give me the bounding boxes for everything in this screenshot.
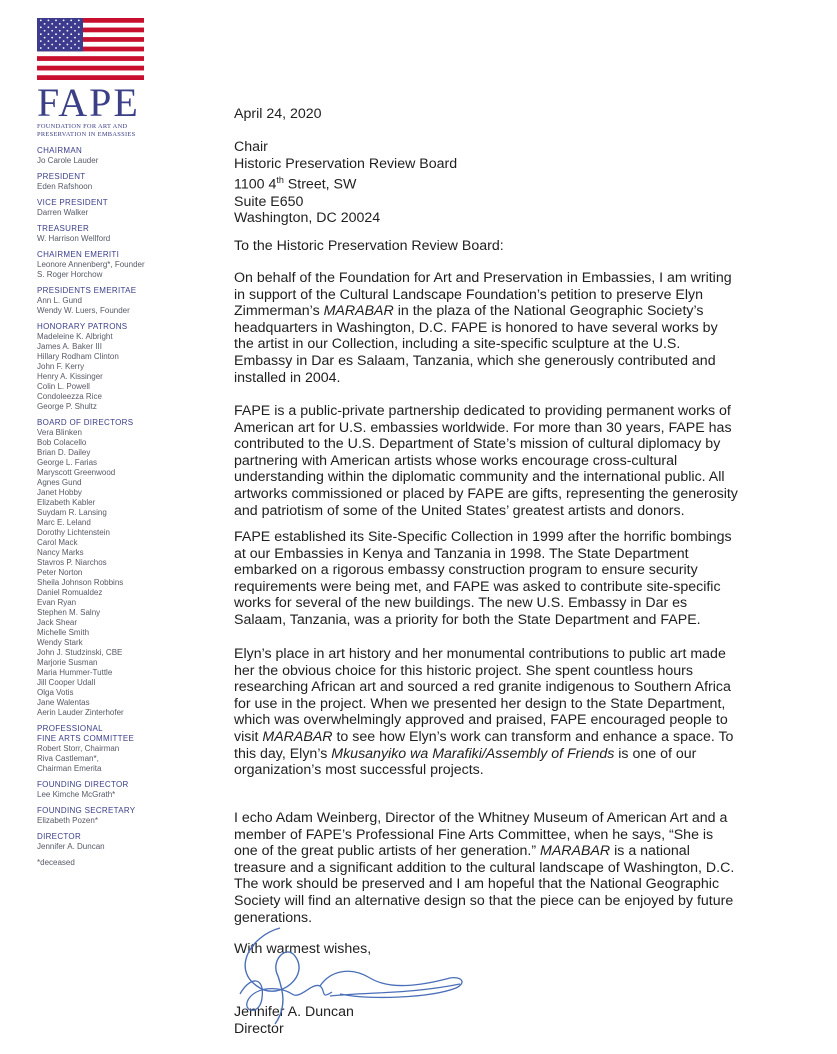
roster-member-name: Vera Blinken	[37, 428, 82, 437]
paragraph-line: installed in 2004.	[234, 369, 341, 386]
paragraph-1	[234, 270, 809, 386]
roster-member-name: Elizabeth Kabler	[37, 498, 96, 507]
paragraph-line: headquarters in Washington, D.C. FAPE is honored to have several works by	[234, 319, 718, 336]
roster-member-name: Aerin Lauder Zinterhofer	[37, 708, 124, 717]
paragraph-line: works for several of the new buildings. The new U.S. Embassy in Dar es	[234, 595, 688, 612]
paragraph-line: On behalf of the Foundation for Art and Preservation in Embassies, I am writing	[234, 270, 732, 286]
roster-group-title: BOARD OF DIRECTORS	[37, 418, 134, 427]
paragraph-line: one of the great public artists of her generation.” MARABAR is a national	[234, 843, 690, 860]
roster-member-name: Evan Ryan	[37, 598, 77, 607]
roster-member-name: Janet Hobby	[37, 488, 82, 497]
paragraph-line: researching African art and sourced a red granite indigenous to Southern Africa	[234, 679, 731, 696]
roster-member-name: Madeleine K. Albright	[37, 332, 113, 341]
paragraph-line: and patriotism of some of the United States’ greatest artists and donors.	[234, 502, 685, 519]
roster-member-name: John J. Studzinski, CBE	[37, 648, 123, 657]
paragraph-line: Embassy in Dar es Salaam, Tanzania, which she generously contributed and	[234, 352, 716, 369]
roster-group	[37, 250, 222, 280]
us-flag-logo	[37, 18, 144, 80]
roster-member-name: Jennifer A. Duncan	[37, 842, 105, 851]
roster-group	[37, 198, 222, 218]
roster-group	[37, 724, 222, 774]
paragraph-line: organization’s most successful projects.	[234, 762, 484, 779]
roster-member-name: S. Roger Horchow	[37, 270, 103, 279]
roster-member-name: Bob Colacello	[37, 438, 87, 447]
roster-member-name: Dorothy Lichtenstein	[37, 528, 110, 537]
paragraph-line: at our Embassies in Kenya and Tanzania in 1998. The State Department	[234, 545, 689, 562]
paragraph-line: I echo Adam Weinberg, Director of the Whitney Museum of American Art and a	[234, 810, 728, 826]
paragraph-line: visit MARABAR to see how Elyn’s work can transform and enhance a space. To	[234, 728, 734, 745]
roster-member-name: Peter Norton	[37, 568, 83, 577]
paragraph-line: Salaam, Tanzania, was a priority for both the State Department and FAPE.	[234, 611, 701, 628]
paragraph-line: American art for U.S. embassies worldwide. For more than 30 years, FAPE has	[234, 419, 732, 436]
paragraph-line: understanding within the diplomatic community and the international public. All	[234, 469, 725, 486]
roster-member-name: James A. Baker III	[37, 342, 102, 351]
paragraph-line: the artist in our Collection, including a site-specific sculpture at the U.S.	[234, 336, 681, 353]
paragraph-line: FAPE established its Site-Specific Collection in 1999 after the horrific bombings	[234, 529, 732, 545]
roster-member-name: Colin L. Powell	[37, 382, 90, 391]
roster-member-name: Lee Kimche McGrath*	[37, 790, 116, 799]
roster-group-title: TREASURER	[37, 224, 90, 233]
paragraph-2	[234, 403, 809, 519]
roster-member-name: Hillary Rodham Clinton	[37, 352, 119, 361]
roster-member-name: Jo Carole Lauder	[37, 156, 99, 165]
closing: With warmest wishes,	[234, 941, 372, 957]
roster-member-name: Suydam R. Lansing	[37, 508, 107, 517]
address-line: Historic Preservation Review Board	[234, 155, 458, 172]
roster-member-name: Leonore Annenberg*, Founder	[37, 260, 145, 269]
roster-group	[37, 224, 222, 244]
paragraph-3	[234, 529, 809, 629]
roster-member-name: Riva Castleman*,	[37, 754, 99, 763]
roster-group	[37, 172, 222, 192]
roster-member-name: Elizabeth Pozen*	[37, 816, 98, 825]
paragraph-line: requirements were being met, and FAPE was asked to contribute site-specific	[234, 578, 721, 595]
paragraph-line: Elyn’s place in art history and her monumental contributions to public art made	[234, 646, 726, 662]
paragraph-line: contributed to the U.S. Department of State’s mission of cultural diplomacy by	[234, 436, 721, 453]
roster-member-name: Marc E. Leland	[37, 518, 91, 527]
roster-group	[37, 418, 222, 718]
address-line: Suite E650	[234, 193, 304, 210]
roster-member-name: Daniel Romualdez	[37, 588, 103, 597]
paragraph-4	[234, 646, 809, 779]
roster-member-name: Wendy Stark	[37, 638, 83, 647]
roster-member-name: Marjorie Susman	[37, 658, 98, 667]
roster-member-name: Chairman Emerita	[37, 764, 102, 773]
roster-member-name: Jane Walentas	[37, 698, 90, 707]
letterhead-sidebar	[37, 18, 222, 868]
logo-subtitle-line1: FOUNDATION FOR ART AND	[37, 123, 128, 130]
roster-member-name: Jill Cooper Udall	[37, 678, 96, 687]
paragraph-line: Zimmerman’s MARABAR in the plaza of the National Geographic Society’s	[234, 303, 704, 320]
address-line: Chair	[234, 139, 268, 155]
roster-member-name: Agnes Gund	[37, 478, 82, 487]
roster-member-name: W. Harrison Wellford	[37, 234, 111, 243]
street-number: 1100 4	[234, 176, 277, 193]
roster-group-title: FOUNDING DIRECTOR	[37, 780, 129, 789]
roster-group	[37, 780, 222, 800]
signer-title: Director	[234, 1021, 284, 1037]
address-line: Washington, DC 20024	[234, 210, 381, 227]
roster-member-name: Jack Shear	[37, 618, 78, 627]
paragraph-line: embarked on a rigorous embassy construction program to ensure security	[234, 562, 698, 579]
paragraph-line: her the obvious choice for this historic project. She spent countless hours	[234, 662, 693, 679]
salutation: To the Historic Preservation Review Board:	[234, 238, 504, 254]
paragraph-line: this day, Elyn’s Mkusanyiko wa Marafiki/Assembly of Friends is one of our	[234, 745, 697, 762]
roster-member-name: Olga Votis	[37, 688, 74, 697]
roster-member-name: Wendy W. Luers, Founder	[37, 306, 130, 315]
roster-member-name: Eden Rafshoon	[37, 182, 93, 191]
address-line-street	[234, 172, 457, 193]
roster-group-title: VICE PRESIDENT	[37, 198, 108, 207]
signer-name: Jennifer A. Duncan	[234, 1004, 354, 1020]
roster-group	[37, 322, 222, 412]
roster-member-name: Stephen M. Salny	[37, 608, 101, 617]
roster-member-name: Maria Hummer-Tuttle	[37, 668, 113, 677]
roster-group-title: DIRECTOR	[37, 832, 82, 841]
roster-member-name: Henry A. Kissinger	[37, 372, 103, 381]
roster-member-name: Condoleezza Rice	[37, 392, 102, 401]
board-roster	[37, 146, 222, 852]
paragraph-5	[234, 810, 809, 926]
roster-member-name: Stavros P. Niarchos	[37, 558, 107, 567]
roster-member-name: George P. Shultz	[37, 402, 97, 411]
roster-member-name: Sheila Johnson Robbins	[37, 578, 124, 587]
roster-group-title: PRESIDENTS EMERITAE	[37, 286, 137, 295]
roster-member-name: Carol Mack	[37, 538, 78, 547]
logo-wordmark: FAPE	[37, 80, 140, 125]
roster-group-title: PRESIDENT	[37, 172, 86, 181]
roster-member-name: Darren Walker	[37, 208, 89, 217]
paragraph-line: member of FAPE’s Professional Fine Arts Committee, when he says, “She is	[234, 826, 714, 843]
roster-group-title: FOUNDING SECRETARY	[37, 806, 136, 815]
roster-group	[37, 806, 222, 826]
letter-date: April 24, 2020	[234, 106, 322, 122]
roster-member-name: Robert Storr, Chairman	[37, 744, 120, 753]
roster-member-name: George L. Farias	[37, 458, 98, 467]
handwritten-signature	[220, 916, 480, 1036]
roster-group-title: FINE ARTS COMMITTEE	[37, 734, 135, 743]
paragraph-line: for use in the project. When we presented her design to the State Department,	[234, 695, 726, 712]
paragraph-line: treasure and a significant addition to the cultural landscape of Washington, D.C.	[234, 859, 735, 876]
roster-member-name: Michelle Smith	[37, 628, 90, 637]
roster-member-name: Ann L. Gund	[37, 296, 82, 305]
paragraph-line: artworks commissioned or placed by FAPE are gifts, representing the generosity	[234, 485, 738, 502]
paragraph-line: partnering with American artists whose works encourage cross-cultural	[234, 452, 678, 469]
paragraph-line: in support of the Cultural Landscape Foundation’s petition to preserve Elyn	[234, 286, 704, 303]
roster-member-name: Nancy Marks	[37, 548, 84, 557]
roster-member-name: Maryscott Greenwood	[37, 468, 116, 477]
roster-group-title: HONORARY PATRONS	[37, 322, 128, 331]
street-rest: Street, SW	[283, 176, 357, 193]
roster-group-title: PROFESSIONAL	[37, 724, 103, 733]
paragraph-line: Society will find an alternative design so that the piece can be enjoyed by future	[234, 892, 734, 909]
logo-subtitle-line2: PRESERVATION IN EMBASSIES	[37, 131, 136, 138]
roster-member-name: Brian D. Dailey	[37, 448, 91, 457]
recipient-address	[234, 139, 457, 227]
roster-member-name: John F. Kerry	[37, 362, 85, 371]
roster-group	[37, 286, 222, 316]
roster-group-title: CHAIRMEN EMERITI	[37, 250, 120, 259]
roster-group	[37, 832, 222, 852]
deceased-footnote: *deceased	[37, 858, 75, 867]
street-ordinal: th	[276, 175, 284, 186]
paragraph-line: FAPE is a public-private partnership dedicated to providing permanent works of	[234, 403, 731, 419]
paragraph-line: The work should be preserved and I am hopeful that the National Geographic	[234, 876, 720, 893]
roster-group-title: CHAIRMAN	[37, 146, 83, 155]
roster-group	[37, 146, 222, 166]
paragraph-line: which was overwhelmingly approved and praised, FAPE encouraged people to	[234, 712, 728, 729]
paragraph-line: generations.	[234, 909, 313, 926]
